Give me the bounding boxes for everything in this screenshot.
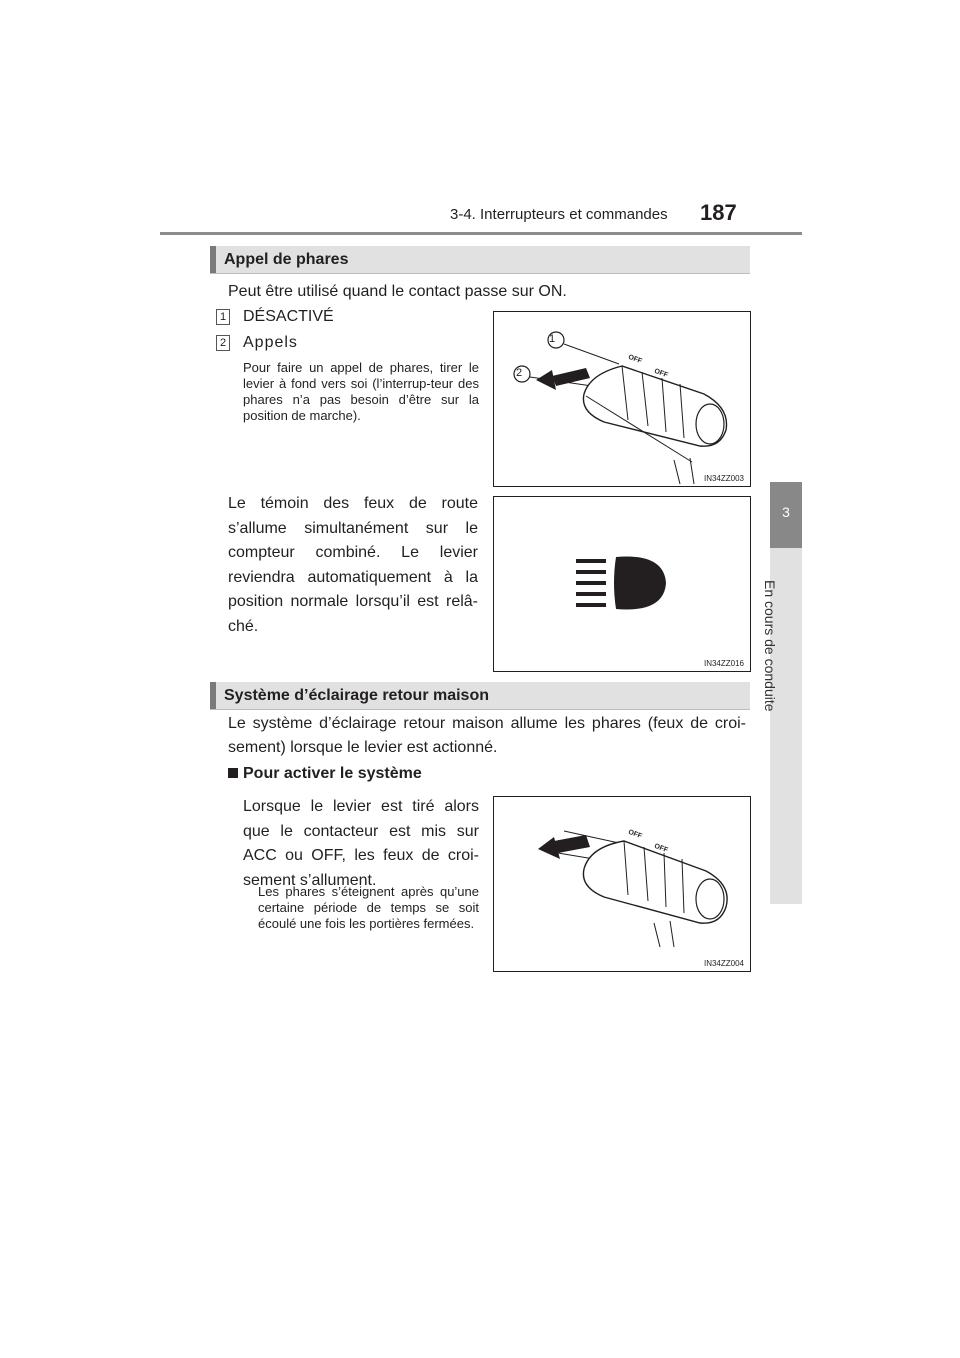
lever-flash-illustration [494,312,750,486]
section2-note: Les phares s’éteignent après qu’une certaine période de temps se soit écoulé une fois les portières fermées. [258,884,479,931]
section-heading-appel [210,246,750,274]
section-heading-retour-maison [210,682,750,710]
callout-1: 1 [549,333,556,345]
side-tab-label: En cours de conduite [762,580,778,712]
section-heading-appel-text: Appel de phares [224,251,349,268]
figure3-code: IN34ZZ004 [703,959,744,968]
header-rule [160,232,802,235]
subheading-bullet [228,768,238,778]
figure-lever-retour-maison [493,796,751,972]
figure-lever-flash [493,311,751,487]
lever-off-label-1: OFF [627,353,643,366]
figure-high-beam-indicator [493,496,751,672]
lever-retour-illustration [494,797,750,971]
section2-body: Lorsque le levier est tiré alors que le contacteur est mis sur ACC ou OFF, les feux de croi-sement s’allument. [243,798,479,889]
item-label-appels: Appels [243,334,298,351]
section1-note: Pour faire un appel de phares, tirer le levier à fond vers soi (l’interrup-teur des phares n’a pas besoin d’être sur la position de marche). [243,360,479,423]
figure1-code: IN34ZZ003 [703,474,744,483]
subheading-activer: Pour activer le système [243,765,422,782]
item-number-2: 2 [216,335,230,351]
callout-2: 2 [516,367,523,379]
item-number-1: 1 [216,309,230,325]
section-heading-retour-maison-text: Système d’éclairage retour maison [224,687,489,704]
lever-off-label-3: OFF [627,828,643,841]
section2-intro: Le système d’éclairage retour maison allume les phares (feux de croi-sement) lorsque le levier est actionné. [228,715,746,756]
side-tab-number: 3 [782,504,790,520]
lever-off-label-4: OFF [653,842,669,855]
item-label-desactive: DÉSACTIVÉ [243,308,334,325]
section1-intro: Peut être utilisé quand le contact passe sur ON. [228,283,567,300]
indicator-paragraph: Le témoin des feux de route s’allume simultanément sur le compteur combiné. Le levier reviendra automatiquement à la position normale lorsqu’il est relâ-ché. [228,495,478,635]
high-beam-indicator-icon [494,497,750,671]
figure2-code: IN34ZZ016 [703,659,744,668]
page-number: 187 [700,200,737,225]
header-section-title: 3-4. Interrupteurs et commandes [450,206,668,223]
lever-off-label-2: OFF [653,367,669,380]
